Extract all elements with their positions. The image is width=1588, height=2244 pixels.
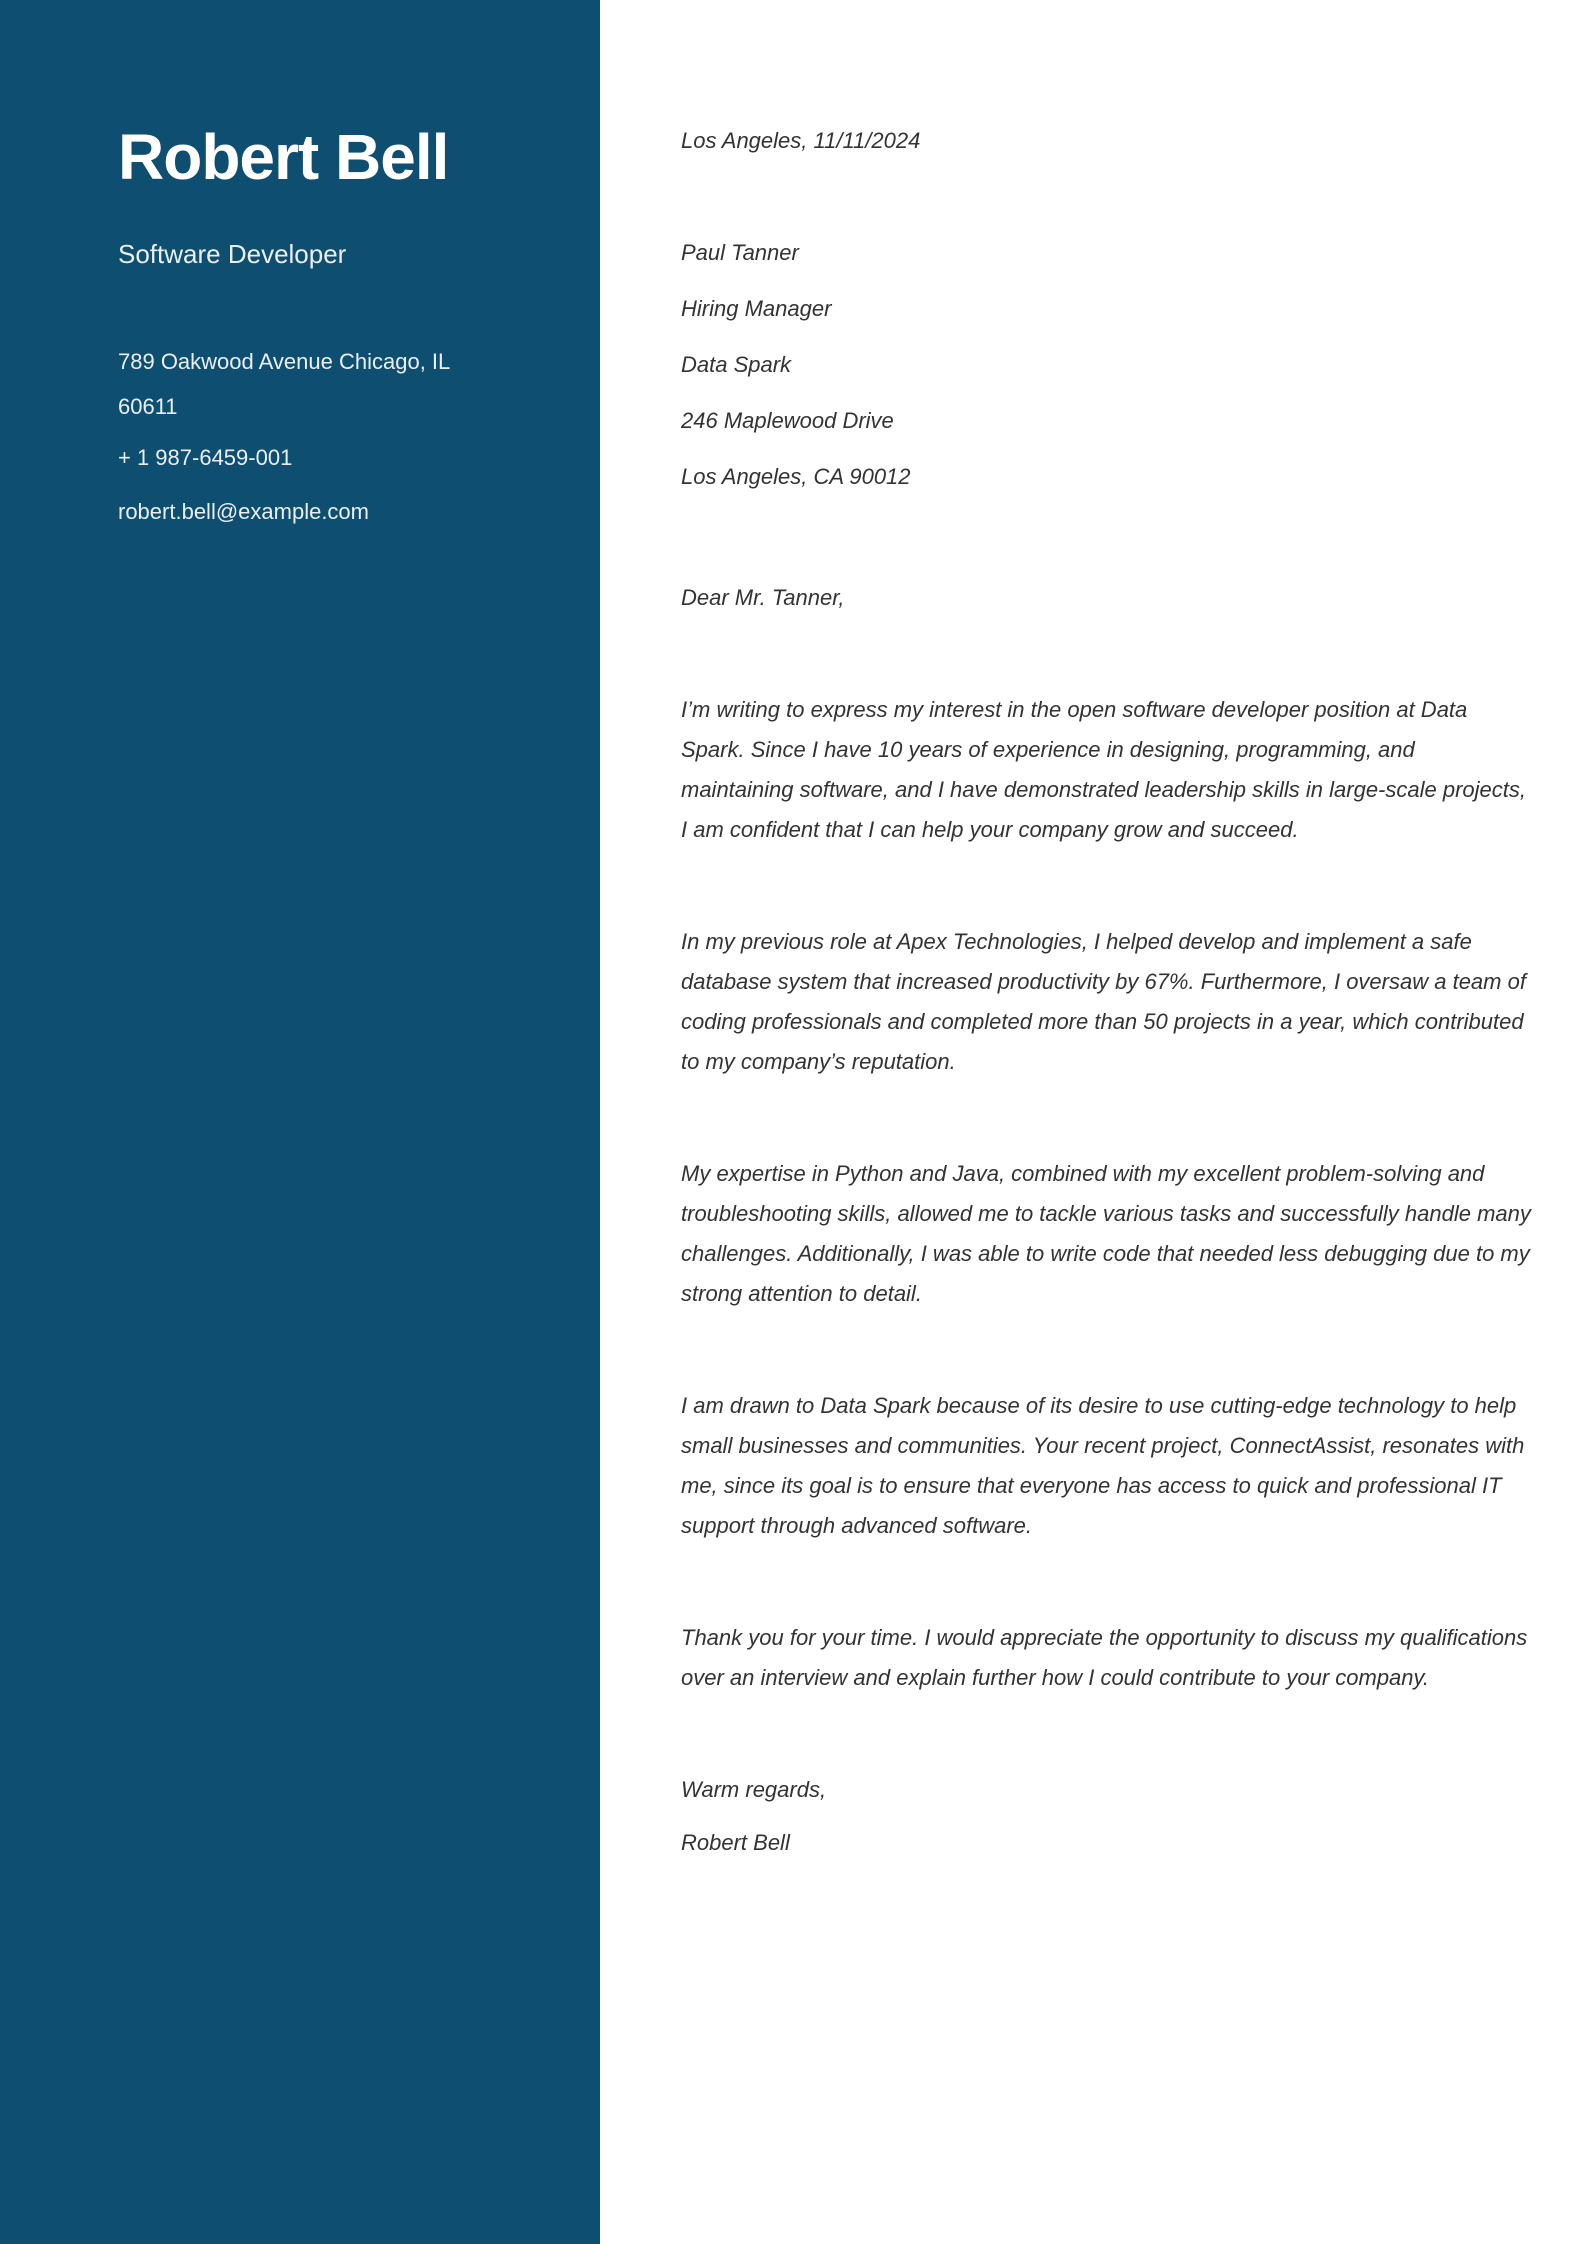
body-paragraph: I’m writing to express my interest in the open software developer position at Data Spark. Since I have 10 years of experience in designing, programming, and maintaining software, and I have demonstrated leadership skills in large-scale projects, I am confident that I can help your company grow and succeed.	[681, 697, 1526, 842]
sidebar	[0, 0, 600, 2244]
letter-body	[681, 121, 1531, 1863]
recipient-block	[681, 233, 1531, 497]
body-paragraph: In my previous role at Apex Technologies, I helped develop and implement a safe database system that increased productivity by 67%. Furthermore, I oversaw a team of coding professionals and completed more than 50 projects in a year, which contributed to my company’s reputation.	[681, 929, 1526, 1074]
closing: Warm regards,	[681, 1777, 827, 1802]
body-paragraphs	[681, 690, 1531, 1698]
person-name: Robert Bell	[118, 121, 449, 193]
salutation: Dear Mr. Tanner,	[681, 585, 845, 610]
body-paragraph: I am drawn to Data Spark because of its desire to use cutting-edge technology to help small businesses and communities. Your recent project, ConnectAssist, resonates with me, since its goal is to ensure that everyone has access to quick and professional IT support through advanced software.	[681, 1393, 1525, 1538]
date-line: Los Angeles, 11/11/2024	[681, 128, 921, 153]
body-paragraph: Thank you for your time. I would appreciate the opportunity to discuss my qualifications over an interview and explain further how I could contribute to your company.	[681, 1625, 1528, 1690]
recipient-line: 246 Maplewood Drive	[681, 408, 894, 433]
job-title: Software Developer	[118, 239, 347, 269]
recipient-line: Hiring Manager	[681, 296, 832, 321]
phone-number: + 1 987-6459-001	[118, 445, 293, 470]
signature-name: Robert Bell	[681, 1830, 790, 1855]
recipient-line: Los Angeles, CA 90012	[681, 464, 911, 489]
body-paragraph: My expertise in Python and Java, combined with my excellent problem-solving and troubleshooting skills, allowed me to tackle various tasks and successfully handle many challenges. Additionally, I was able to write code that needed less debugging due to my strong attention to detail.	[681, 1161, 1531, 1306]
contact-block	[118, 339, 482, 534]
address	[118, 339, 482, 429]
recipient-line: Paul Tanner	[681, 240, 799, 265]
address-line: 60611	[118, 394, 178, 419]
address-line: 789 Oakwood Avenue Chicago, IL	[118, 349, 451, 374]
email-address: robert.bell@example.com	[118, 499, 369, 524]
recipient-line: Data Spark	[681, 352, 792, 377]
